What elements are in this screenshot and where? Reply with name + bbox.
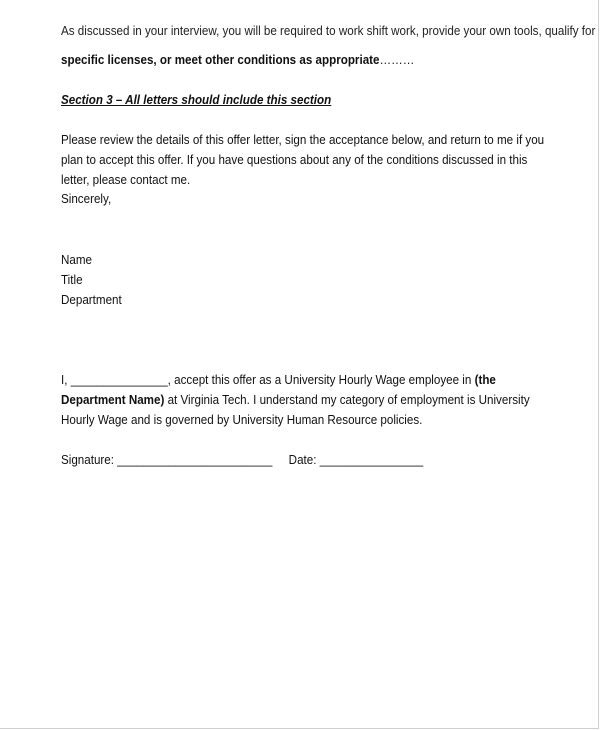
date-label: Date: [288,453,317,467]
date-blank: ________________ [319,453,424,467]
cutoff-text-line: As discussed in your interview, you will be required to work shift work, provide your own tools, qualify for [61,24,596,38]
signature-label: Signature: [61,453,114,467]
acceptance-rest: at Virginia Tech. I understand my category of employment is University Hourly Wage and is governed by University Human Resource policies. [61,393,530,427]
acceptance-name-blank: _______________ [70,373,168,387]
signature-line [61,451,423,469]
acceptance-department: (the Department Name) [61,373,496,407]
acceptance-lead: I, [61,373,71,387]
conditions-line [61,52,414,68]
conditions-trail: ……… [379,53,415,67]
signer-title: Title [61,273,83,287]
signer-block [61,250,122,310]
conditions-text: specific licenses, or meet other conditions as appropriate [61,53,380,67]
signer-department: Department [61,293,122,307]
closing: Sincerely, [61,192,112,206]
section-heading: Section 3 – All letters should include this section [61,93,332,107]
acceptance-middle: , accept this offer as a University Hourly Wage employee in [167,373,475,387]
signer-name: Name [61,253,93,267]
review-paragraph: Please review the details of this offer letter, sign the acceptance below, and return to me if you plan to accept this offer. If you have questions about any of the conditions discussed in this letter, please contact me. [61,133,545,187]
acceptance-paragraph [61,370,554,430]
signature-blank: ________________________ [117,453,273,467]
